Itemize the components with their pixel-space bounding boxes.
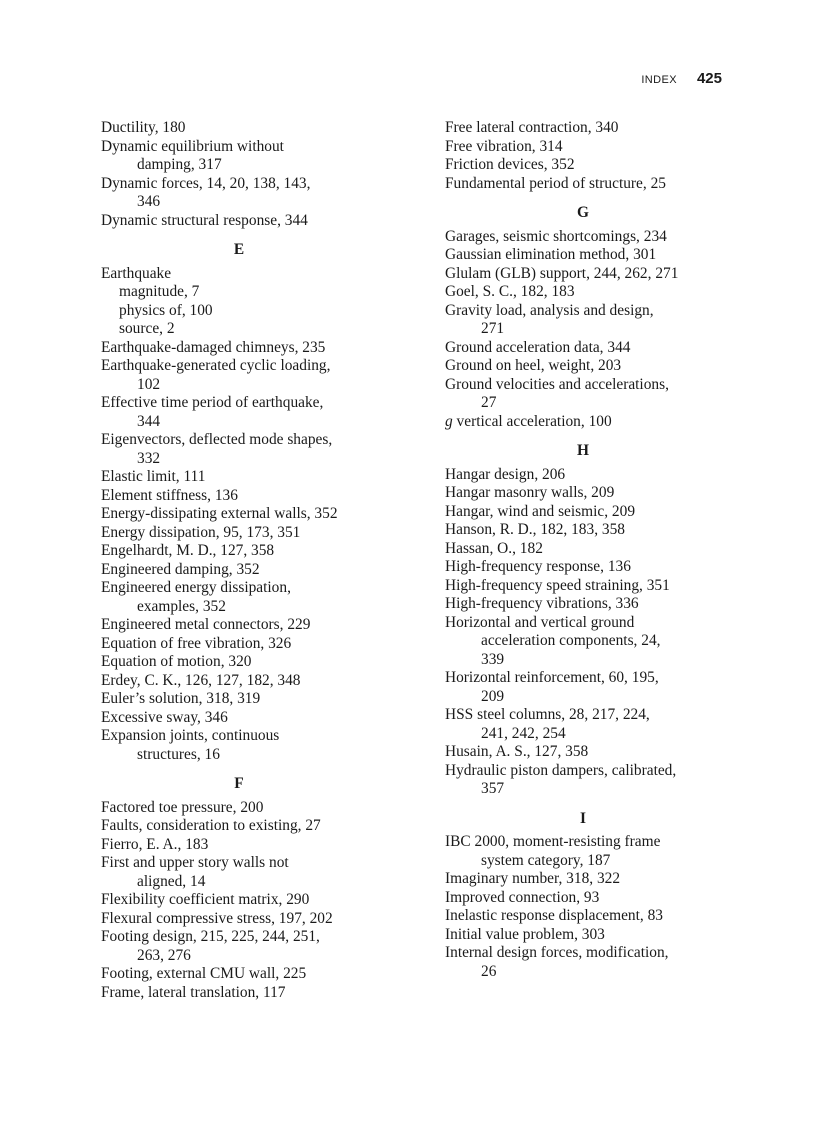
index-entry xyxy=(101,561,401,580)
index-entry xyxy=(101,542,401,561)
index-entry xyxy=(101,138,401,175)
index-entry xyxy=(101,910,401,929)
entry-text: Footing design, 215, 225, 244, 251, xyxy=(101,928,320,945)
entry-group xyxy=(445,119,735,193)
index-entry xyxy=(445,743,735,762)
index-entry xyxy=(445,762,735,799)
entry-text: Eigenvectors, deflected mode shapes, xyxy=(101,431,333,448)
entry-text: Glulam (GLB) support, 244, 262, 271 xyxy=(445,264,679,282)
index-entry xyxy=(445,926,735,945)
index-entry xyxy=(445,669,735,706)
index-entry xyxy=(445,228,735,247)
entry-text: Garages, seismic shortcomings, 234 xyxy=(445,227,667,245)
entry-text: Hydraulic piston dampers, calibrated, xyxy=(445,761,677,779)
index-subentry: source, 2 xyxy=(119,320,175,337)
index-entry xyxy=(101,928,401,965)
entry-continuation: 241, 242, 254 xyxy=(481,724,566,742)
entry-text: HSS steel columns, 28, 217, 224, xyxy=(445,706,650,723)
index-entry xyxy=(101,984,401,1003)
entry-continuation: 344 xyxy=(137,412,161,430)
entry-text: Earthquake-generated cyclic loading, xyxy=(101,357,331,374)
entry-text: Internal design forces, modification, xyxy=(445,944,669,961)
entry-group xyxy=(101,119,401,230)
entry-text: Husain, A. S., 127, 358 xyxy=(445,743,589,760)
index-entry xyxy=(101,487,401,506)
entry-text: Erdey, C. K., 126, 127, 182, 348 xyxy=(101,671,301,689)
entry-text: Flexibility coefficient matrix, 290 xyxy=(101,891,310,908)
entry-continuation: examples, 352 xyxy=(137,597,226,615)
index-entry xyxy=(445,944,735,981)
section-letter-e: E xyxy=(233,241,245,258)
entry-text: Goel, S. C., 182, 183 xyxy=(445,283,575,300)
entry-text: IBC 2000, moment-resisting frame xyxy=(445,833,661,850)
entry-group xyxy=(101,799,401,1003)
index-entry xyxy=(445,833,735,870)
index-entry xyxy=(101,175,401,212)
index-entry xyxy=(445,558,735,577)
index-entry xyxy=(101,690,401,709)
index-entry xyxy=(101,727,401,764)
entry-continuation: 209 xyxy=(481,687,505,705)
entry-text: Euler’s solution, 318, 319 xyxy=(101,690,261,707)
index-entry xyxy=(445,614,735,670)
entry-continuation: damping, 317 xyxy=(137,156,222,173)
index-entry xyxy=(445,302,735,339)
entry-text: Dynamic equilibrium without xyxy=(101,137,284,155)
index-entry xyxy=(101,616,401,635)
index-entry xyxy=(445,706,735,743)
entry-text: Imaginary number, 318, 322 xyxy=(445,870,621,887)
section-letter-g: G xyxy=(577,204,589,221)
entry-continuation: structures, 16 xyxy=(137,745,220,763)
index-entry xyxy=(445,246,735,265)
index-entry xyxy=(101,339,401,358)
entry-text: Energy dissipation, 95, 173, 351 xyxy=(101,523,301,541)
entry-text: Engineered damping, 352 xyxy=(101,560,260,578)
entry-text: Hanson, R. D., 182, 183, 358 xyxy=(445,521,625,538)
entry-text: Dynamic structural response, 344 xyxy=(101,211,308,229)
entry-text: Inelastic response displacement, 83 xyxy=(445,907,663,924)
entry-text: Ductility, 180 xyxy=(101,119,186,136)
entry-text: Horizontal and vertical ground xyxy=(445,613,635,631)
index-entry xyxy=(445,156,735,175)
entry-group xyxy=(101,339,401,765)
entry-text: Horizontal reinforcement, 60, 195, xyxy=(445,669,659,686)
index-entry xyxy=(101,212,401,231)
entry-group xyxy=(445,228,735,413)
entry-text: Elastic limit, 111 xyxy=(101,468,206,485)
entry-text: Engelhardt, M. D., 127, 358 xyxy=(101,542,275,559)
index-entry xyxy=(445,484,735,503)
entry-text: High-frequency vibrations, 336 xyxy=(445,595,639,612)
index-entry xyxy=(445,521,735,540)
index-entry xyxy=(445,540,735,559)
index-entry xyxy=(445,466,735,485)
entry-text: Equation of free vibration, 326 xyxy=(101,634,292,652)
entry-text: Engineered metal connectors, 229 xyxy=(101,616,311,633)
index-entry xyxy=(445,413,735,432)
entry-text: Ground acceleration data, 344 xyxy=(445,338,631,356)
entry-group xyxy=(445,466,735,799)
index-entry xyxy=(101,653,401,672)
entry-continuation: system category, 187 xyxy=(481,851,611,869)
entry-text: Engineered energy dissipation, xyxy=(101,579,291,596)
index-entry xyxy=(101,635,401,654)
index-entry xyxy=(445,870,735,889)
index-entry xyxy=(445,889,735,908)
entry-text: Faults, consideration to existing, 27 xyxy=(101,817,321,834)
index-entry xyxy=(101,817,401,836)
entry-continuation: acceleration components, 24, xyxy=(481,632,661,649)
section-letter-f: F xyxy=(234,775,244,792)
entry-text: Energy-dissipating external walls, 352 xyxy=(101,505,338,522)
index-entry xyxy=(101,357,401,394)
entry-text: Element stiffness, 136 xyxy=(101,486,238,504)
entry-text: Free vibration, 314 xyxy=(445,137,563,155)
entry-continuation: 357 xyxy=(481,780,505,797)
index-entry xyxy=(445,339,735,358)
index-entry xyxy=(101,524,401,543)
index-entry xyxy=(101,119,401,138)
entry-text: Hangar, wind and seismic, 209 xyxy=(445,502,636,520)
index-entry xyxy=(445,138,735,157)
entry-text: Effective time period of earthquake, xyxy=(101,394,324,411)
entry-text: High-frequency speed straining, 351 xyxy=(445,576,670,594)
section-letter-i: I xyxy=(580,809,586,827)
index-entry xyxy=(445,265,735,284)
entry-text: Fundamental period of structure, 25 xyxy=(445,174,666,192)
entry-text: Hangar masonry walls, 209 xyxy=(445,484,615,501)
index-entry xyxy=(101,579,401,616)
entry-text: High-frequency response, 136 xyxy=(445,558,631,575)
entry-text: Ground velocities and accelerations, xyxy=(445,375,669,393)
entry-continuation: 346 xyxy=(137,193,161,210)
section-letter-h: H xyxy=(577,442,589,459)
index-entry xyxy=(445,376,735,413)
entry-continuation: 26 xyxy=(481,962,497,980)
index-entry xyxy=(101,836,401,855)
index-entry xyxy=(445,119,735,138)
entry-text: Free lateral contraction, 340 xyxy=(445,119,619,136)
italic-symbol: g xyxy=(445,412,453,430)
entry-continuation: 332 xyxy=(137,449,161,467)
entry-text: Equation of motion, 320 xyxy=(101,653,252,670)
running-head xyxy=(641,70,722,87)
entry-continuation: 263, 276 xyxy=(137,946,191,964)
entry-text: Dynamic forces, 14, 20, 138, 143, xyxy=(101,174,311,192)
entry-continuation: 271 xyxy=(481,320,505,337)
section-label: INDEX xyxy=(641,74,677,86)
entry-text: vertical acceleration, 100 xyxy=(452,412,612,430)
entry-text: Flexural compressive stress, 197, 202 xyxy=(101,909,333,927)
index-entry xyxy=(101,965,401,984)
index-entry xyxy=(101,468,401,487)
index-entry xyxy=(445,175,735,194)
entry-text: Hangar design, 206 xyxy=(445,465,566,483)
index-column-left xyxy=(101,119,401,1002)
index-entry xyxy=(101,394,401,431)
index-entry xyxy=(101,854,401,891)
subentry-group xyxy=(101,283,401,339)
entry-text: Frame, lateral translation, 117 xyxy=(101,983,286,1001)
index-subentry: physics of, 100 xyxy=(119,301,213,319)
index-entry xyxy=(445,283,735,302)
entry-text: Earthquake-damaged chimneys, 235 xyxy=(101,338,326,356)
entry-continuation: 339 xyxy=(481,650,505,668)
index-entry-heading: Earthquake xyxy=(101,264,172,282)
entry-text: Ground on heel, weight, 203 xyxy=(445,357,622,374)
entry-continuation: 102 xyxy=(137,375,161,393)
entry-text: Gaussian elimination method, 301 xyxy=(445,246,657,263)
entry-group xyxy=(445,833,735,981)
index-entry xyxy=(101,799,401,818)
index-entry xyxy=(101,505,401,524)
entry-text: Hassan, O., 182 xyxy=(445,539,543,557)
entry-text: Footing, external CMU wall, 225 xyxy=(101,965,307,982)
entry-text: Friction devices, 352 xyxy=(445,156,575,173)
index-entry xyxy=(101,891,401,910)
index-entry xyxy=(101,709,401,728)
index-entry xyxy=(101,672,401,691)
entry-text: First and upper story walls not xyxy=(101,854,289,871)
entry-text: Fierro, E. A., 183 xyxy=(101,835,209,853)
index-entry xyxy=(445,907,735,926)
index-entry xyxy=(445,357,735,376)
entry-continuation: aligned, 14 xyxy=(137,872,206,890)
entry-text: Expansion joints, continuous xyxy=(101,727,280,744)
index-entry xyxy=(445,595,735,614)
page-number: 425 xyxy=(696,70,722,87)
index-column-right xyxy=(445,119,735,981)
entry-text: Gravity load, analysis and design, xyxy=(445,301,654,319)
index-entry xyxy=(101,431,401,468)
entry-text: Factored toe pressure, 200 xyxy=(101,798,264,816)
index-entry xyxy=(445,577,735,596)
index-entry xyxy=(445,503,735,522)
entry-text: Improved connection, 93 xyxy=(445,888,600,906)
entry-text: Initial value problem, 303 xyxy=(445,925,605,943)
entry-text: Excessive sway, 346 xyxy=(101,708,228,726)
entry-continuation: 27 xyxy=(481,394,497,411)
index-subentry: magnitude, 7 xyxy=(119,283,200,300)
